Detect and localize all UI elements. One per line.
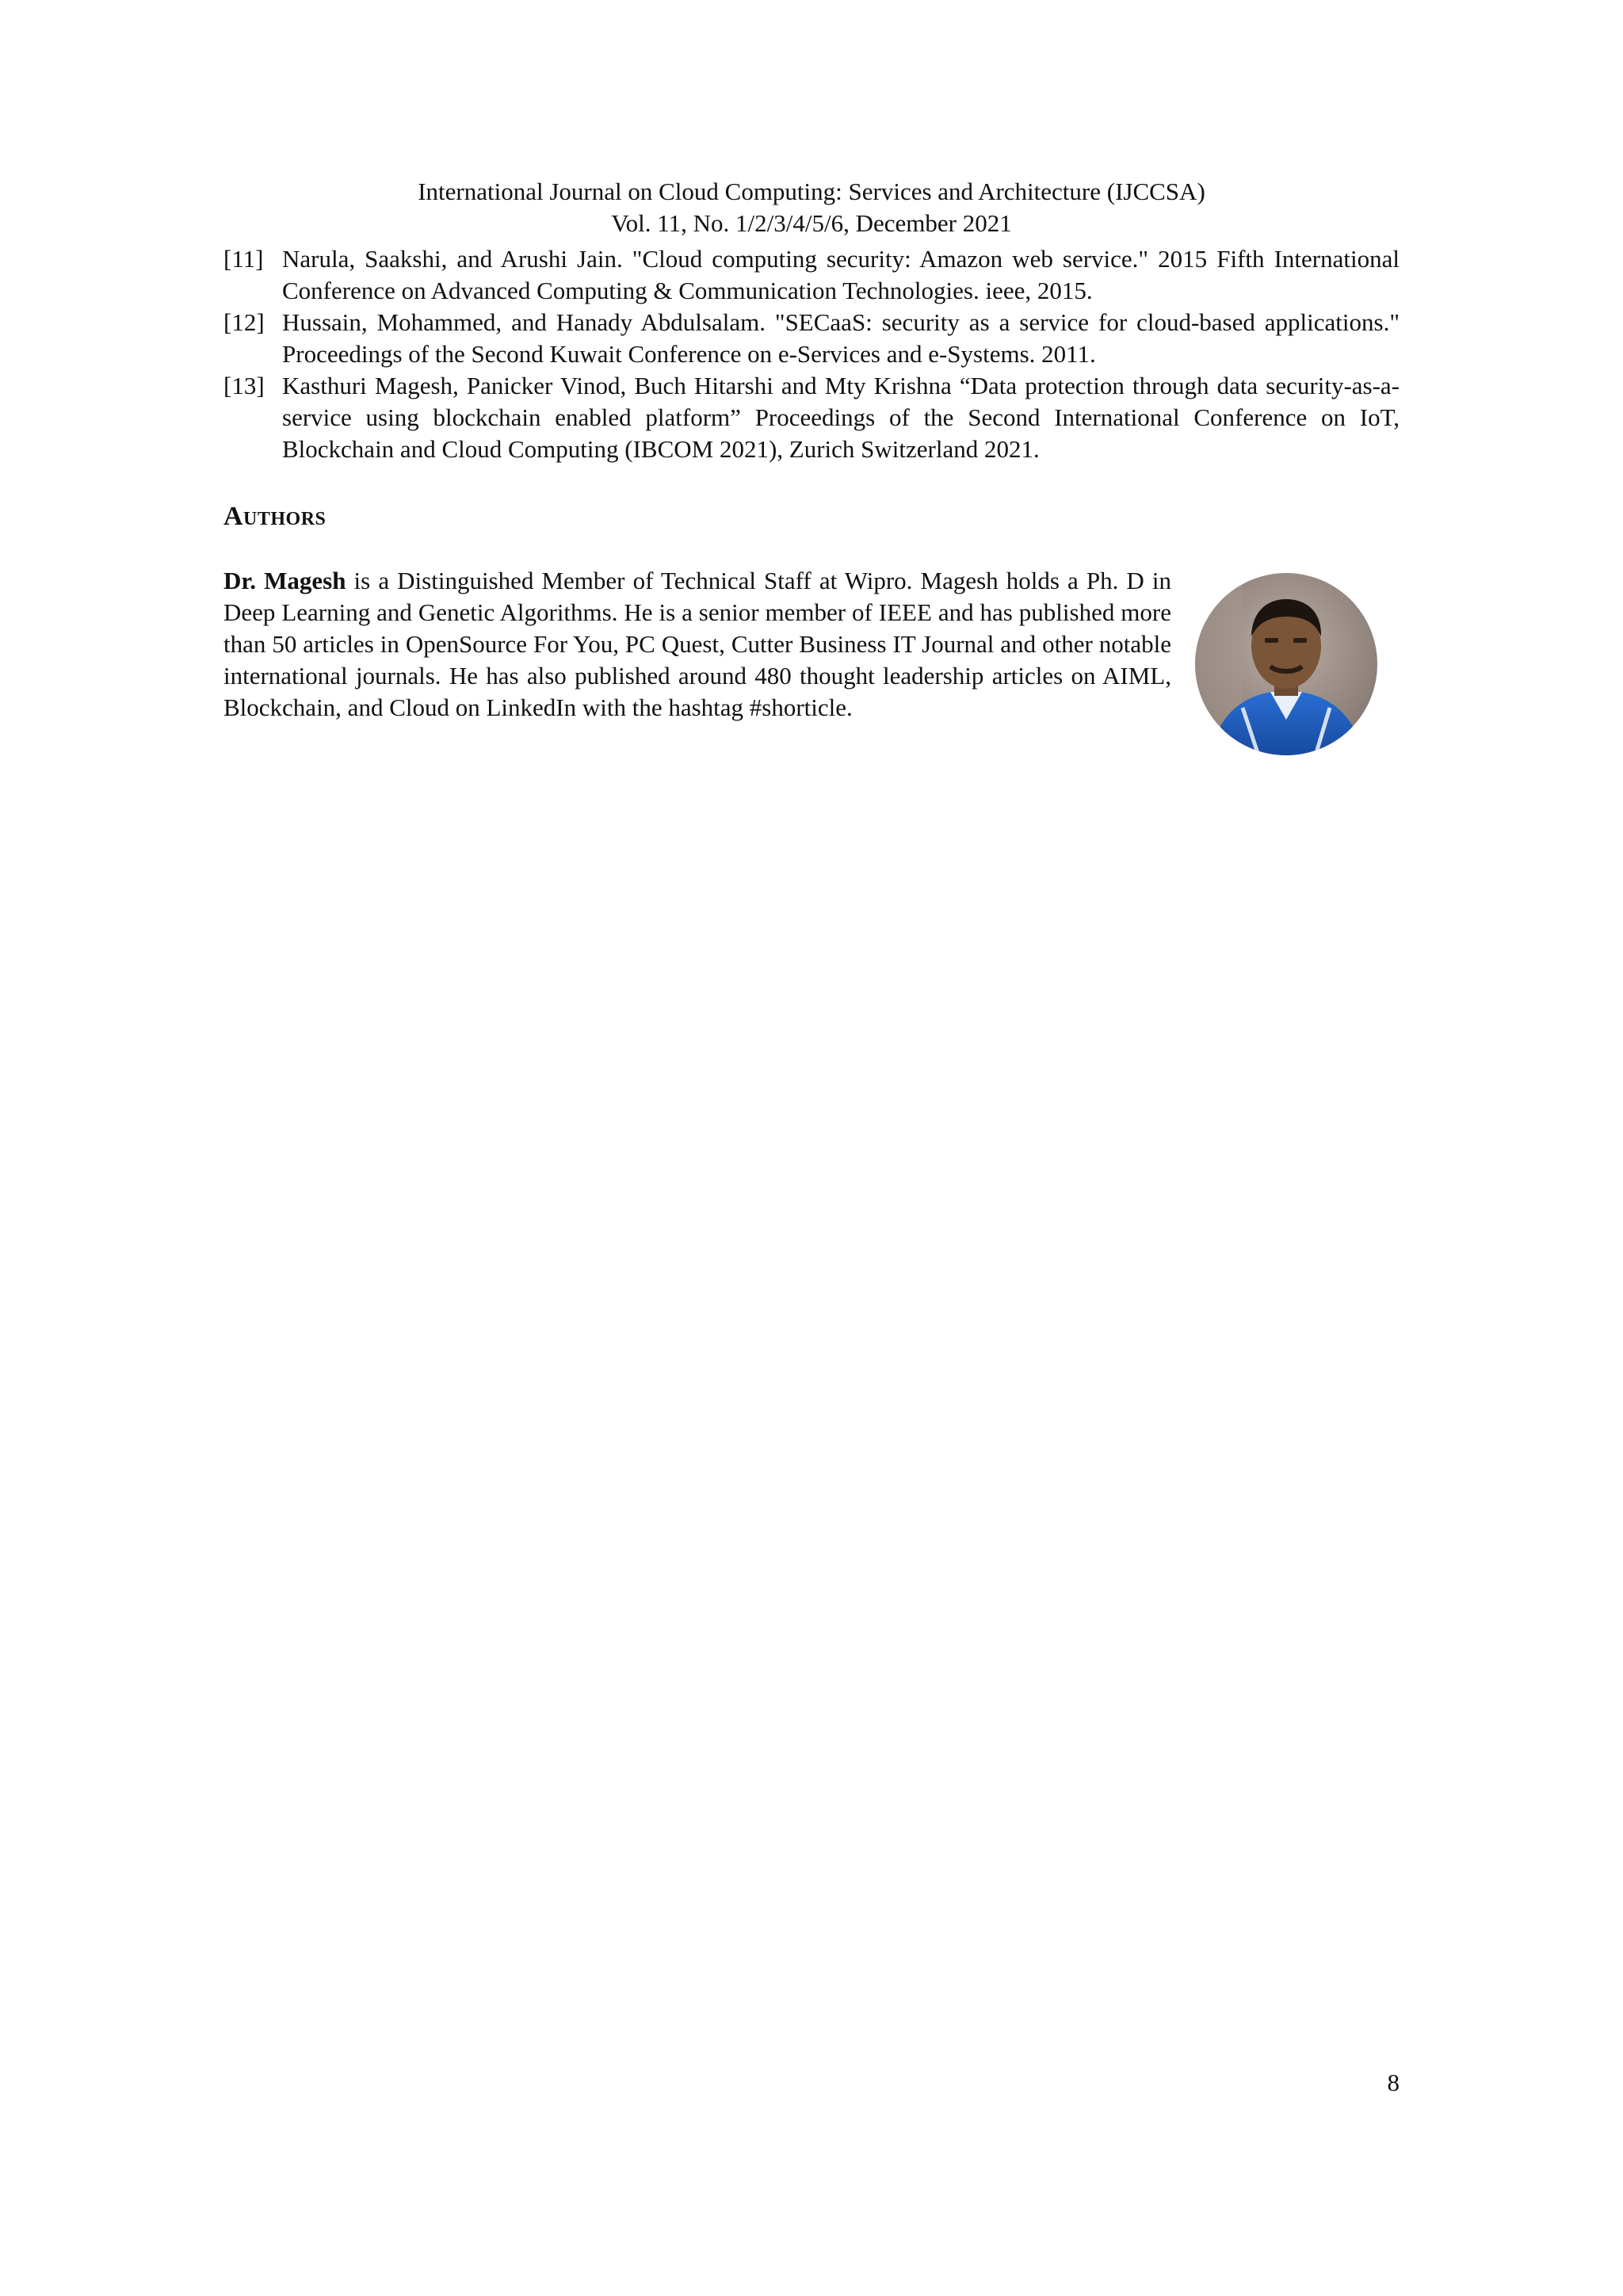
reference-item	[223, 370, 1400, 465]
reference-item	[223, 307, 1400, 370]
reference-text: Hussain, Mohammed, and Hanady Abdulsalam. "SECaaS: security as a service for cloud-based applications." Proceedings of the Second Kuwait Conference on e-Services and e-Systems. 2011.	[282, 308, 1400, 368]
page-number: 8	[1387, 2069, 1400, 2096]
reference-number: [12]	[223, 308, 265, 336]
reference-number: [11]	[223, 245, 264, 273]
reference-list	[223, 243, 1400, 465]
author-bio	[223, 565, 1171, 724]
author-photo	[1195, 573, 1377, 755]
reference-item	[223, 243, 1400, 307]
author-bio-text: is a Distinguished Member of Technical Staff at Wipro. Magesh holds a Ph. D in Deep Learning and Genetic Algorithms. He is a senior member of IEEE and has published more than 50 articles in OpenSource For You, PC Quest, Cutter Business IT Journal and other notable international journals. He has also published around 480 thought leadership articles on AIML, Blockchain, and Cloud on LinkedIn with the hashtag #shorticle.	[223, 567, 1171, 721]
journal-volume: Vol. 11, No. 1/2/3/4/5/6, December 2021	[611, 209, 1012, 237]
author-name: Dr. Magesh	[223, 567, 346, 594]
authors-heading: Authors	[223, 502, 327, 531]
reference-number: [13]	[223, 372, 265, 399]
author-portrait-image	[1195, 573, 1377, 755]
reference-text: Kasthuri Magesh, Panicker Vinod, Buch Hitarshi and Mty Krishna “Data protection through data security-as-a-service using blockchain enabled platform” Proceedings of the Second International Conference on IoT, Blockchain and Cloud Computing (IBCOM 2021), Zurich Switzerland 2021.	[282, 372, 1400, 463]
reference-text: Narula, Saakshi, and Arushi Jain. "Cloud computing security: Amazon web service." 2015 Fifth International Conference on Advanced Computing & Communication Technologies. ieee, 2015.	[282, 245, 1400, 304]
journal-title: International Journal on Cloud Computing: Services and Architecture (IJCCSA)	[418, 178, 1205, 205]
